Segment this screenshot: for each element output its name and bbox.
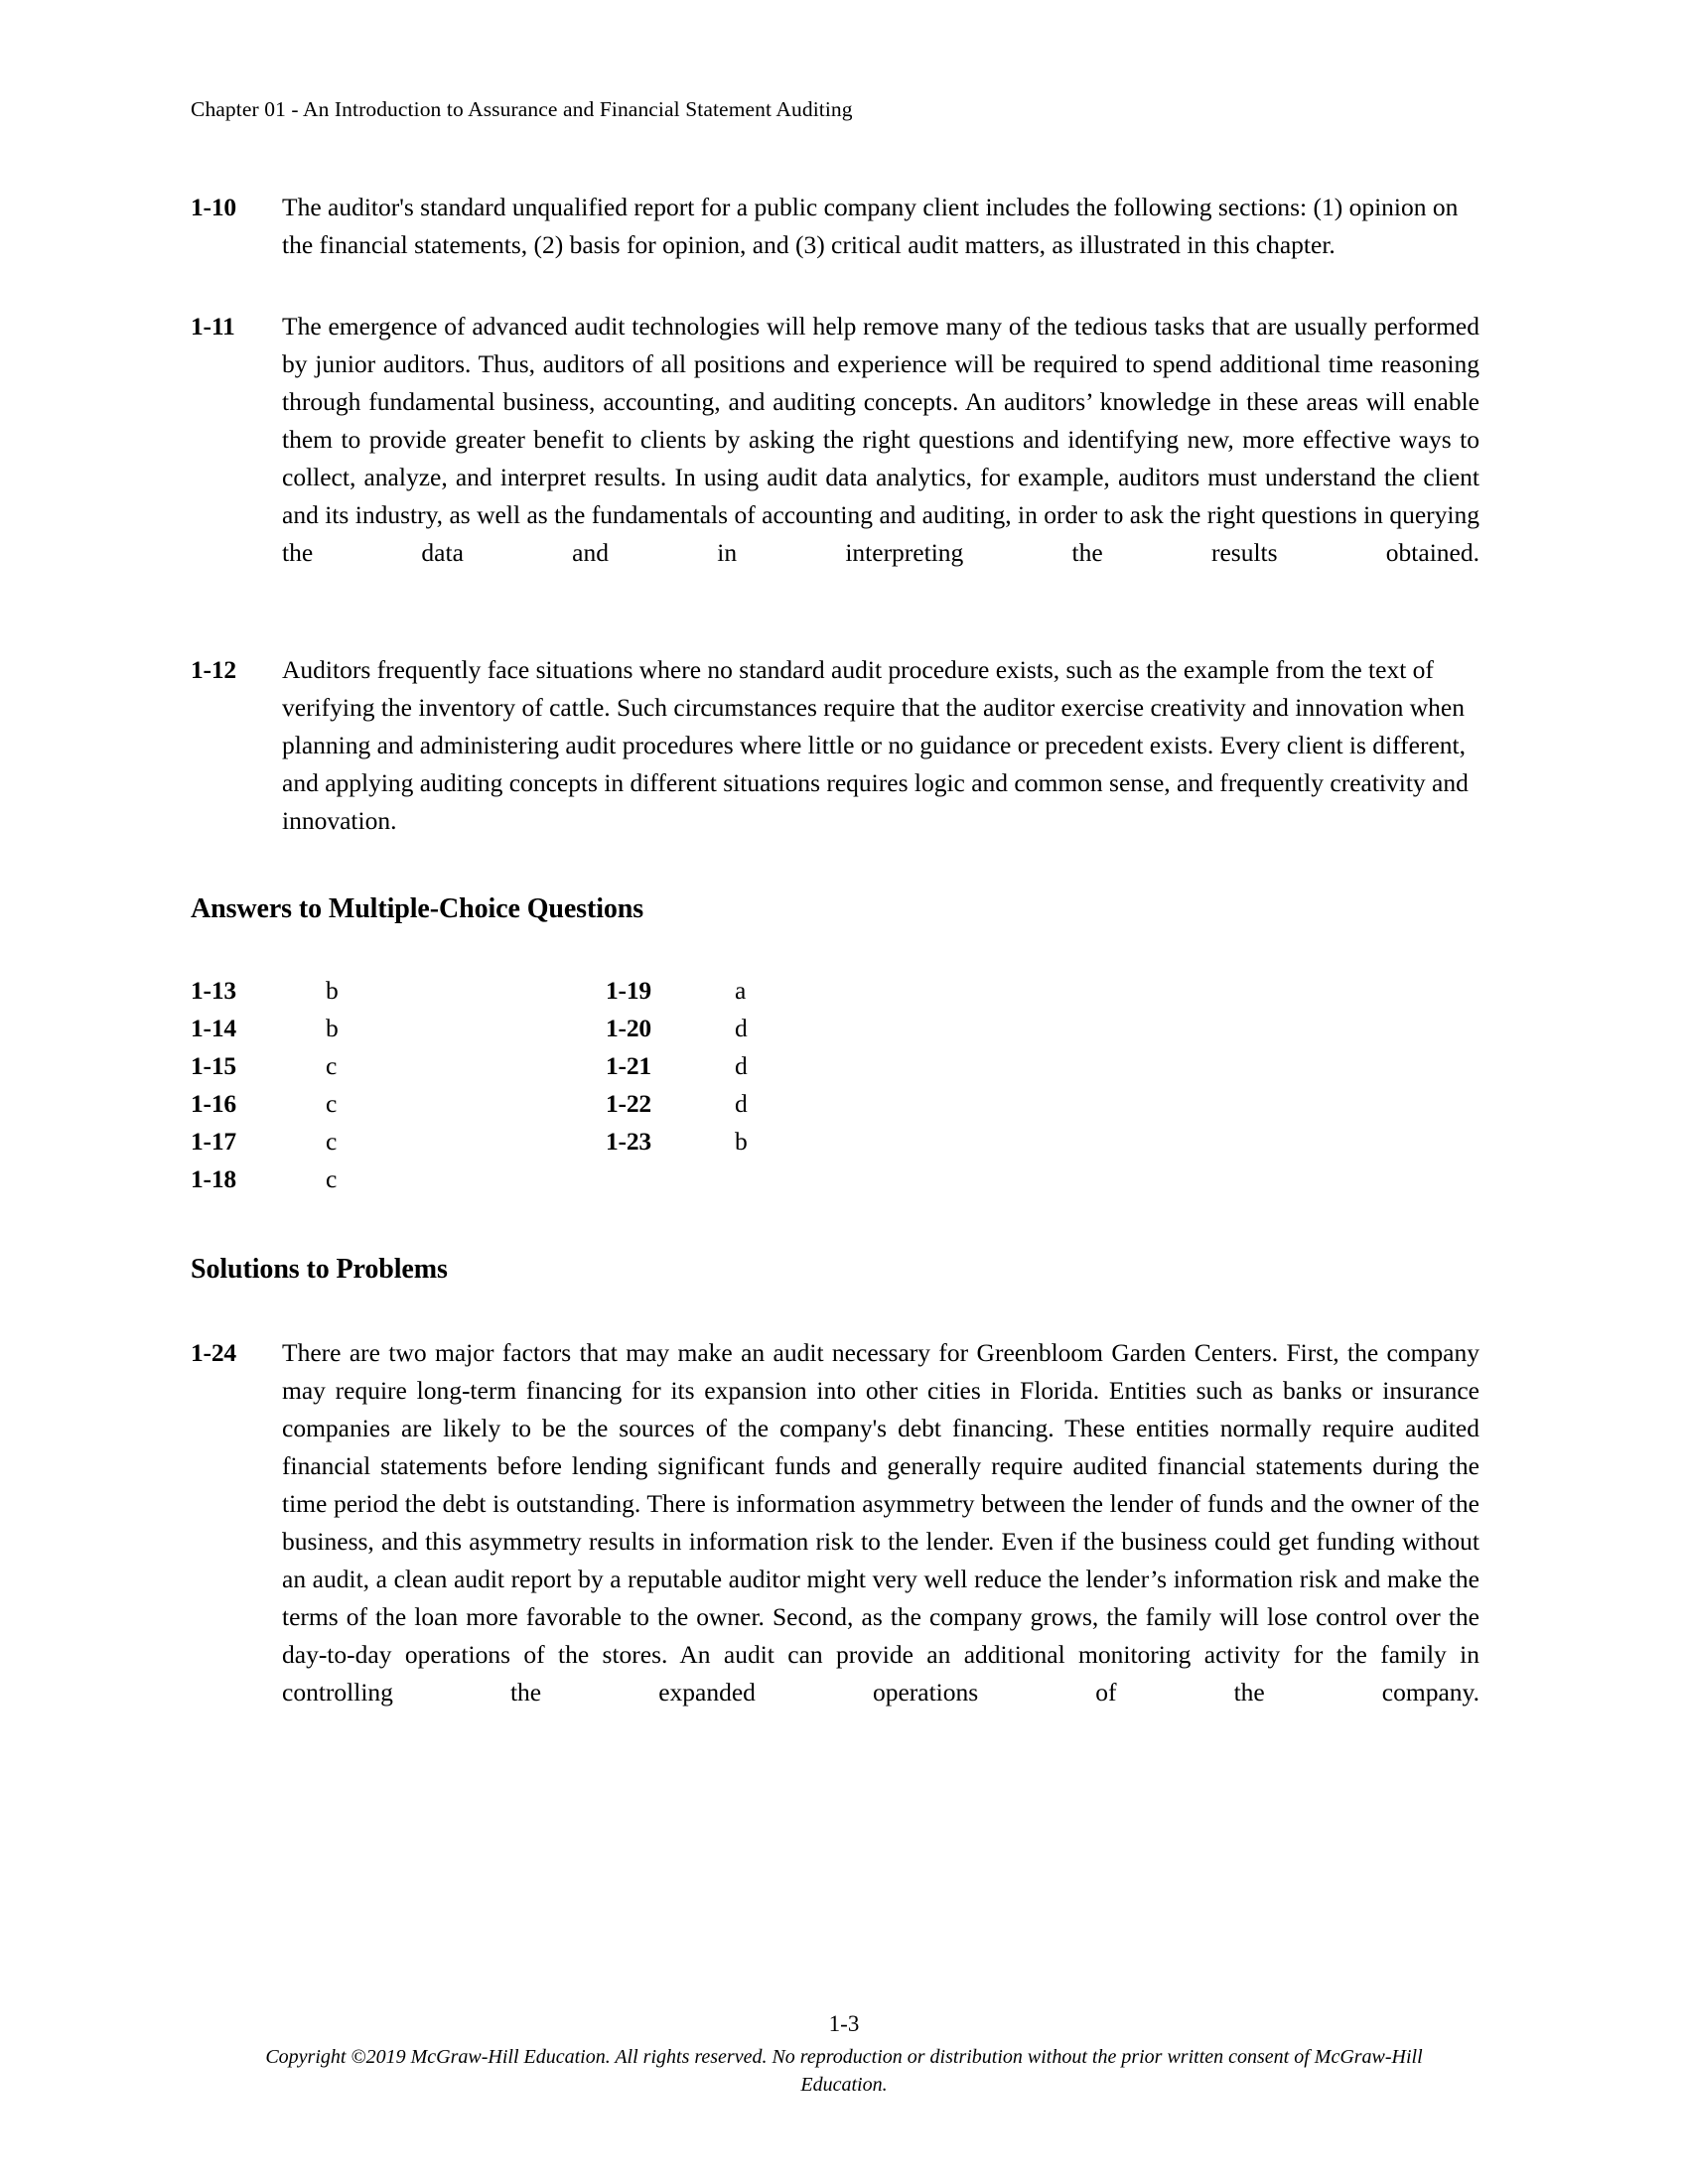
answer-question-number: 1-20 xyxy=(606,1014,651,1042)
item-number: 1-10 xyxy=(191,193,236,221)
answer-choice: d xyxy=(735,1089,748,1118)
answer-choice: b xyxy=(326,976,339,1005)
numbered-item-1-10 xyxy=(191,189,1479,264)
answer-choice: c xyxy=(326,1051,338,1080)
answer-question-number: 1-23 xyxy=(606,1127,651,1156)
item-number: 1-11 xyxy=(191,312,235,341)
numbered-item-1-24 xyxy=(191,1334,1479,1749)
item-number: 1-12 xyxy=(191,655,236,684)
item-text: Auditors frequently face situations where no standard audit procedure exists, such as the example from the text of verifying the inventory of cattle. Such circumstances require that the auditor exercise creativity and innovation when planning and administering audit procedures where little or no guidance or precedent exists. Every client is different, and applying auditing concepts in different situations requires logic and common sense, and frequently creativity and innovation. xyxy=(282,655,1469,835)
multiple-choice-answer-grid xyxy=(191,972,1479,1198)
answer-question-number: 1-22 xyxy=(606,1089,651,1118)
answer-question-number: 1-17 xyxy=(191,1127,236,1156)
item-text: There are two major factors that may make an audit necessary for Greenbloom Garden Centers. First, the company may require long-term financing for its expansion into other cities in Florida. Entities such as banks or insurance companies are likely to be the sources of the company's debt financing. These entities normally require audited financial statements before lending significant funds and generally require audited financial statements during the time period the debt is outstanding. There is information asymmetry between the lender of funds and the owner of the business, and this asymmetry results in information risk to the lender. Even if the business could get funding without an audit, a clean audit report by a reputable auditor might very well reduce the lender’s information risk and make the terms of the loan more favorable to the owner. Second, as the company grows, the family will lose control over the day-to-day operations of the stores. An audit can provide an additional monitoring activity for the family in controlling the expanded operations of the company. xyxy=(282,1338,1479,1706)
answer-choice: c xyxy=(326,1127,338,1156)
heading-answers-multiple-choice: Answers to Multiple-Choice Questions xyxy=(191,893,644,924)
page-footer xyxy=(0,2009,1688,2099)
running-head: Chapter 01 - An Introduction to Assurance and Financial Statement Auditing xyxy=(191,97,853,121)
copyright-line-2: McGraw-Hill Education. xyxy=(800,2046,1423,2096)
item-text: The auditor's standard unqualified report for a public company client includes the following sections: (1) opinion on the financial statements, (2) basis for opinion, and (3) critical audit matters, as illustrated in this chapter. xyxy=(282,193,1459,259)
answer-choice: b xyxy=(735,1127,748,1156)
answer-question-number: 1-14 xyxy=(191,1014,236,1042)
answer-choice: a xyxy=(735,976,747,1005)
page-content xyxy=(191,189,1479,1787)
answer-choice: b xyxy=(326,1014,339,1042)
answer-question-number: 1-19 xyxy=(606,976,651,1005)
heading-solutions-to-problems: Solutions to Problems xyxy=(191,1254,448,1285)
answer-choice: c xyxy=(326,1089,338,1118)
item-text: The emergence of advanced audit technologies will help remove many of the tedious tasks that are usually performed by junior auditors. Thus, auditors of all positions and experience will be required to spend additional time reasoning through fundamental business, accounting, and auditing concepts. An auditors’ knowledge in these areas will enable them to provide greater benefit to clients by asking the right questions and identifying new, more effective ways to collect, analyze, and interpret results. In using audit data analytics, for example, auditors must understand the client and its industry, as well as the fundamentals of accounting and auditing, in order to ask the right questions in querying the data and in interpreting the results obtained. xyxy=(282,312,1479,567)
page-number: 1-3 xyxy=(828,2011,860,2036)
answer-choice: c xyxy=(326,1164,338,1193)
answer-question-number: 1-13 xyxy=(191,976,236,1005)
answer-choice: d xyxy=(735,1014,748,1042)
answer-choice: d xyxy=(735,1051,748,1080)
answer-question-number: 1-18 xyxy=(191,1164,236,1193)
item-number: 1-24 xyxy=(191,1338,236,1367)
copyright-notice xyxy=(258,2043,1430,2099)
answer-question-number: 1-16 xyxy=(191,1089,236,1118)
copyright-line-1: Copyright ©2019 McGraw-Hill Education. All rights reserved. No reproduction or distribution without the prior written consent of xyxy=(265,2046,1310,2068)
numbered-item-1-12 xyxy=(191,651,1479,840)
answer-question-number: 1-15 xyxy=(191,1051,236,1080)
numbered-item-1-11 xyxy=(191,308,1479,610)
answer-question-number: 1-21 xyxy=(606,1051,651,1080)
